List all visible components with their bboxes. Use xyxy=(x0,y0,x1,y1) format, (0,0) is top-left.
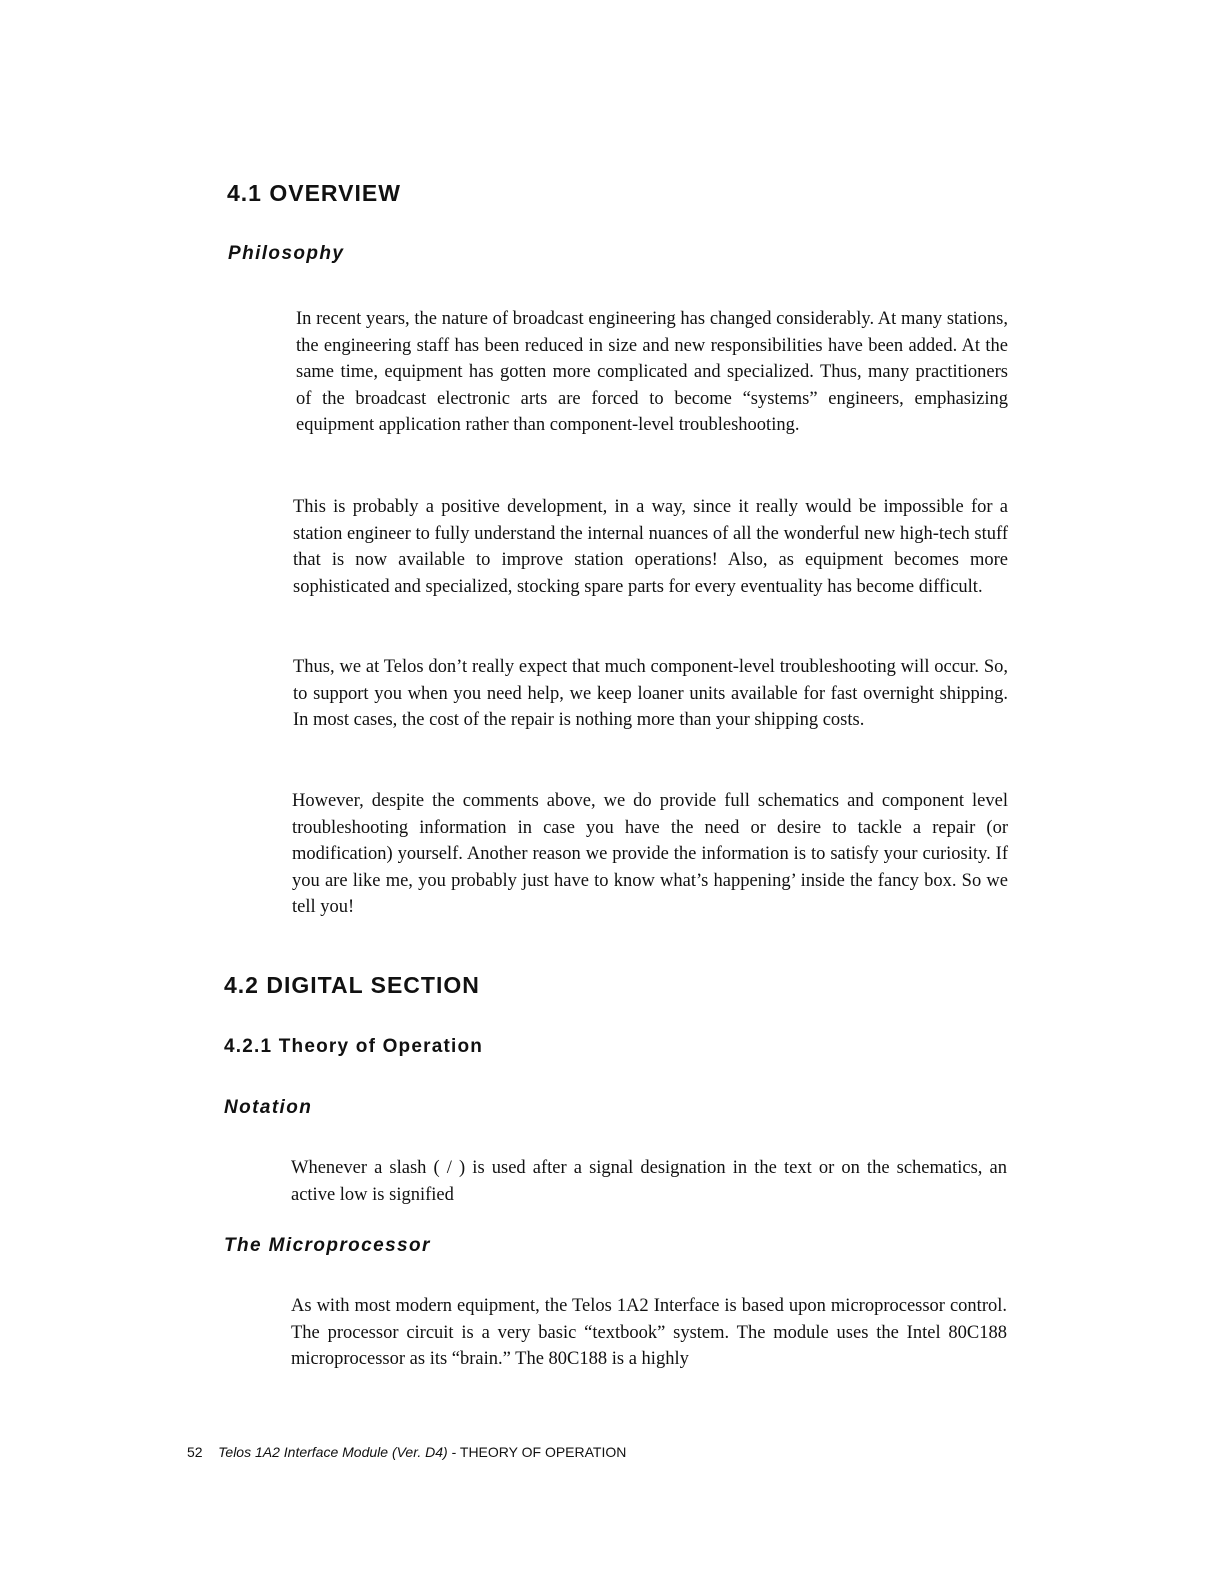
notation-paragraph: Whenever a slash ( / ) is used after a signal designation in the text or on the schematics, an active low is signified xyxy=(291,1158,1007,1205)
microprocessor-paragraph: As with most modern equipment, the Telos 1A2 Interface is based upon microprocessor control. The processor circuit is a very basic “textbook” system. The module uses the Intel 80C188 microprocessor as its “brain.” The 80C188 is a highly xyxy=(291,1296,1007,1370)
page-footer xyxy=(187,1444,626,1460)
notation-heading: Notation xyxy=(224,1097,313,1118)
microprocessor-heading: The Microprocessor xyxy=(224,1235,431,1256)
digital-section-heading: 4.2 DIGITAL SECTION xyxy=(224,972,480,998)
philosophy-heading: Philosophy xyxy=(228,243,345,264)
page-number: 52 xyxy=(187,1444,203,1460)
philosophy-paragraph-2: This is probably a positive development, in a way, since it really would be impossible for a station engineer to fully understand the internal nuances of all the wonderful new high-tech stuff that is now available to improve station operations! Also, as equipment becomes more sophisticated and specialized, stocking spare parts for every eventuality has become difficult. xyxy=(293,497,1008,597)
theory-of-operation-heading: 4.2.1 Theory of Operation xyxy=(224,1036,484,1057)
footer-title: Telos 1A2 Interface Module (Ver. D4) xyxy=(218,1444,448,1460)
footer-suffix: - THEORY OF OPERATION xyxy=(451,1444,627,1460)
overview-heading: 4.1 OVERVIEW xyxy=(227,180,401,206)
philosophy-paragraph-3: Thus, we at Telos don’t really expect that much component-level troubleshooting will occur. So, to support you when you need help, we keep loaner units available for fast overnight shipping. In most cases, the cost of the repair is nothing more than your shipping costs. xyxy=(293,657,1008,731)
philosophy-paragraph-4: However, despite the comments above, we do provide full schematics and component level troubleshooting information in case you have the need or desire to tackle a repair (or modification) yourself. Another reason we provide the information is to satisfy your curiosity. If you are like me, you probably just have to know what’s happening’ inside the fancy box. So we tell you! xyxy=(292,791,1008,918)
philosophy-paragraph-1: In recent years, the nature of broadcast engineering has changed considerably. At many stations, the engineering staff has been reduced in size and new responsibilities have been added. At the same time, equipment has gotten more complicated and specialized. Thus, many practitioners of the broadcast electronic arts are forced to become “systems” engineers, emphasizing equipment application rather than component-level troubleshooting. xyxy=(296,309,1008,436)
